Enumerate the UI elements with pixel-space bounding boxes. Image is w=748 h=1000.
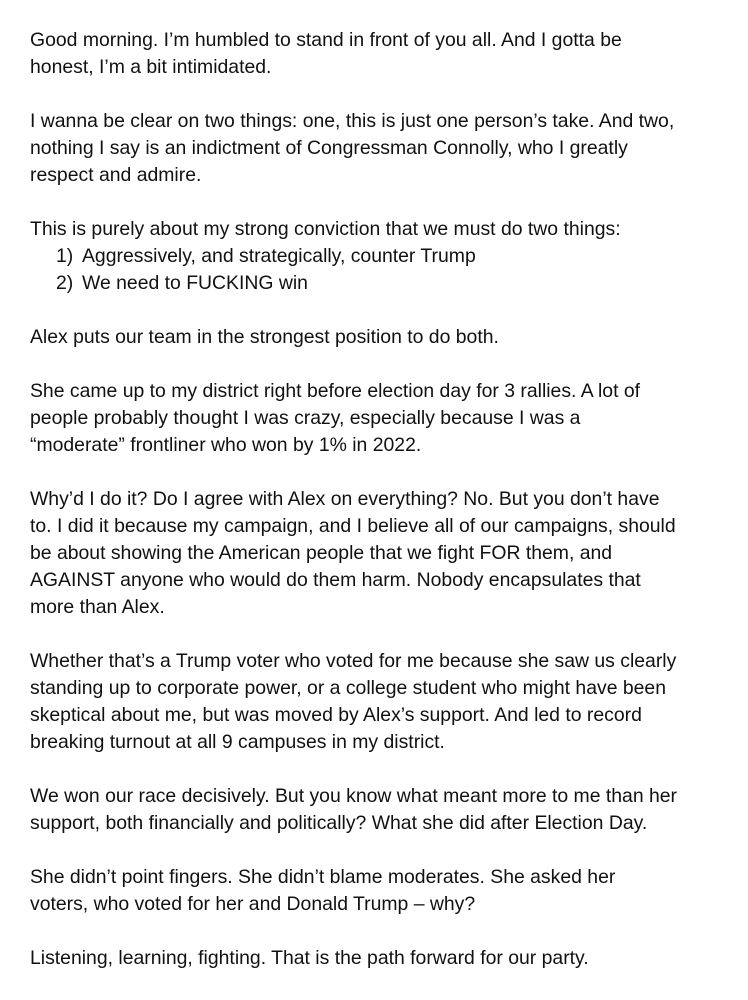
paragraph-conviction: This is purely about my strong conviction that we must do two things: (30, 218, 621, 240)
paragraph-path-forward: Listening, learning, fighting. That is the path forward for our party. (30, 947, 589, 969)
paragraph-won-race: We won our race decisively. But you know what meant more to me than her support, both financially and politically? What she did after Election Day. (30, 785, 678, 834)
paragraph-fingers: She didn’t point fingers. She didn’t blame moderates. She asked her voters, who voted for her and Donald Trump – why? (30, 866, 616, 915)
paragraph-greeting: Good morning. I’m humbled to stand in front of you all. And I gotta be honest, I’m a bit intimidated. (30, 29, 622, 78)
paragraph-rallies: She came up to my district right before election day for 3 rallies. A lot of people probably thought I was crazy, especially because I was a “moderate” frontliner who won by 1% in 2022. (30, 380, 641, 456)
list-item (30, 243, 730, 270)
paragraph-alex-position: Alex puts our team in the strongest position to do both. (30, 326, 499, 348)
speech-document (30, 27, 730, 999)
list-item-number: 1) (56, 245, 74, 267)
conviction-list (30, 243, 730, 297)
list-item-text: We need to FUCKING win (82, 272, 308, 294)
paragraph-why: Why’d I do it? Do I agree with Alex on everything? No. But you don’t have to. I did it because my campaign, and I believe all of our campaigns, should be about showing the American people that we fight FOR them, and AGAINST anyone who would do them harm. Nobody encapsulates that more than Alex. (30, 488, 676, 618)
paragraph-voters: Whether that’s a Trump voter who voted for me because she saw us clearly standing up to corporate power, or a college student who might have been skeptical about me, but was moved by Alex’s support. And led to record breaking turnout at all 9 campuses in my district. (30, 650, 677, 753)
list-item-text: Aggressively, and strategically, counter Trump (82, 245, 476, 267)
paragraph-two-things: I wanna be clear on two things: one, this is just one person’s take. And two, nothing I say is an indictment of Congressman Connolly, who I greatly respect and admire. (30, 110, 675, 186)
list-item (30, 270, 730, 297)
list-item-number: 2) (56, 272, 74, 294)
